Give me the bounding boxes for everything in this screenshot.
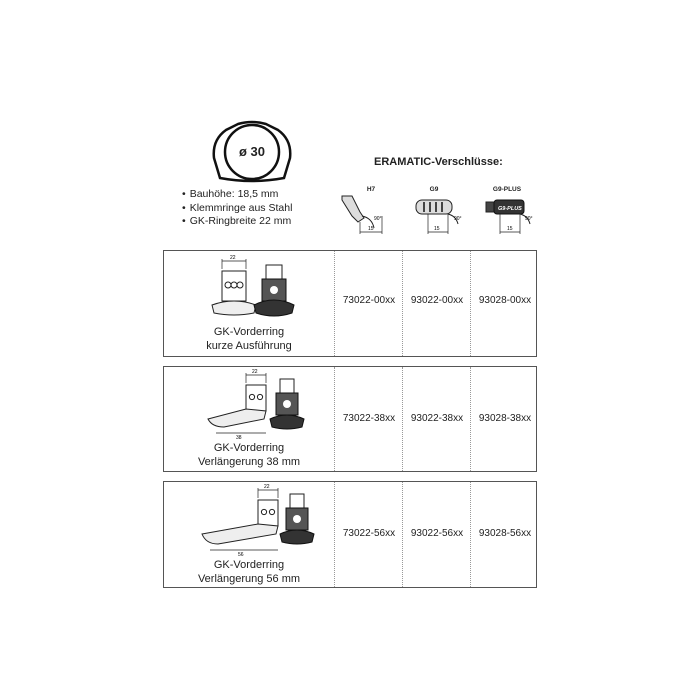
product-row <box>163 481 537 588</box>
lock-g9-plus-badge: G9-PLUS <box>498 206 522 212</box>
dim-top-label: 22 <box>230 255 236 261</box>
dim-bottom-label: 56 <box>238 552 244 558</box>
article-code-g9-plus: 93028-56xx <box>478 528 532 539</box>
article-code-g9: 93022-56xx <box>410 528 464 539</box>
article-code-g9: 93022-38xx <box>410 413 464 424</box>
product-row <box>163 250 537 357</box>
row-caption-line2: Verlängerung 56 mm <box>197 573 301 585</box>
lock-g9-plus-diagram <box>482 194 538 240</box>
lock-h7-dim: 15 <box>368 226 374 232</box>
ring-56-diagram <box>198 484 318 558</box>
article-code-g9-plus: 93028-38xx <box>478 413 532 424</box>
dim-top-label: 22 <box>252 369 258 375</box>
article-code-g9-plus: 93028-00xx <box>478 295 532 306</box>
ring-38-diagram <box>204 369 314 441</box>
row-caption-line1: GK-Vorderring <box>213 442 285 454</box>
dim-bottom-label: 38 <box>236 435 242 441</box>
article-code-h7: 73022-38xx <box>342 413 396 424</box>
spec-item: • Klemmringe aus Stahl <box>182 202 292 216</box>
lock-g9-plus-angle: 90° <box>525 216 533 222</box>
row-caption-line1: GK-Vorderring <box>213 559 285 571</box>
ring-diameter-label: ø 30 <box>238 144 265 159</box>
product-row <box>163 366 537 472</box>
row-caption-line2: Verlängerung 38 mm <box>197 456 301 468</box>
lock-g9-dim: 15 <box>434 226 440 232</box>
lock-g9-plus-label: G9-PLUS <box>492 186 522 193</box>
lock-g9-plus-dim: 15 <box>507 226 513 232</box>
dim-top-label: 22 <box>264 484 270 490</box>
lock-h7-angle: 90° <box>374 216 382 222</box>
row-caption-line2: kurze Ausführung <box>206 340 292 352</box>
spec-item: • Bauhöhe: 18,5 mm <box>182 188 292 202</box>
ring-short-diagram <box>208 255 308 321</box>
article-code-g9: 93022-00xx <box>410 295 464 306</box>
article-code-h7: 73022-00xx <box>342 295 396 306</box>
spec-item: • GK-Ringbreite 22 mm <box>182 215 292 229</box>
lock-h7-diagram <box>338 194 394 240</box>
spec-list <box>182 188 292 229</box>
row-caption-line1: GK-Vorderring <box>213 326 285 338</box>
article-code-h7: 73022-56xx <box>342 528 396 539</box>
lock-h7-label: H7 <box>366 186 376 193</box>
lock-g9-angle: 90° <box>454 216 462 222</box>
eramatic-title: ERAMATIC-Verschlüsse: <box>374 156 503 168</box>
lock-g9-diagram <box>412 194 468 240</box>
lock-g9-label: G9 <box>429 186 439 193</box>
